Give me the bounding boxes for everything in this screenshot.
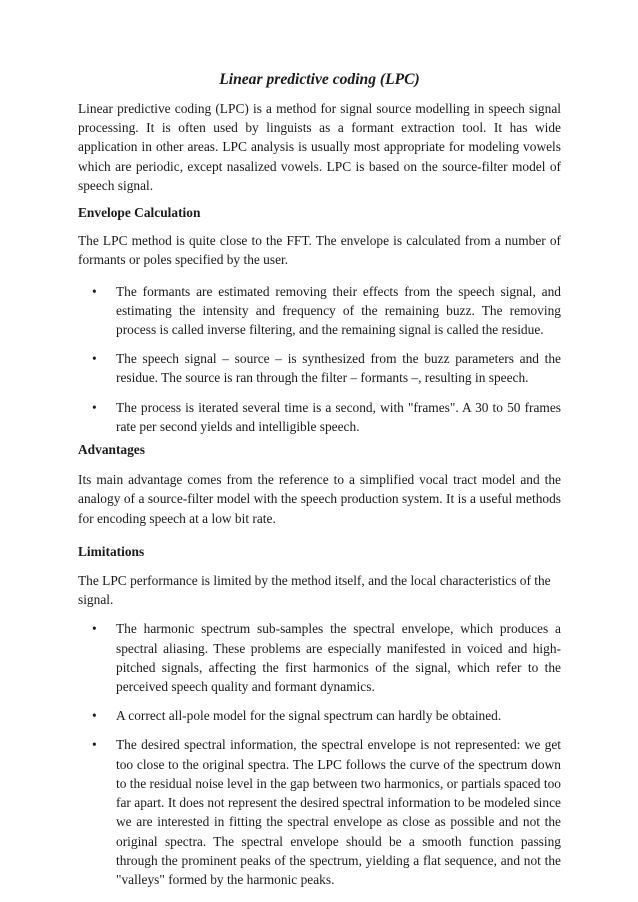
bullet-icon: •: [92, 351, 97, 367]
list-item: [78, 735, 561, 889]
list-item: [78, 706, 561, 725]
intro-paragraph: Linear predictive coding (LPC) is a method for signal source modelling in speech signal processing. It is often used by linguists as a formant extraction tool. It has wide application in other areas. LPC analysis is usually most appropriate for modeling vowels which are periodic, except nasalized vowels. LPC is based on the source-filter model of speech signal.: [78, 101, 561, 193]
list-item-text: The process is iterated several time is a second, with "frames". A 30 to 50 frames rate per second yields and intelligible speech.: [116, 399, 561, 434]
document-page: [78, 70, 561, 899]
list-item: [78, 349, 561, 387]
list-item-text: The harmonic spectrum sub-samples the spectral envelope, which produces a spectral aliasing. These problems are especially manifested in voiced and high-pitched signals, affecting the first harmonics of the signal, which refer to the perceived speech quality and formant dynamics.: [116, 621, 561, 695]
advantages-heading: Advantages: [78, 442, 145, 458]
list-item-text: The desired spectral information, the spectral envelope is not represented: we get too close to the original spectra. The LPC follows the curve of the spectrum down to the residual noise level in the gap between two harmonics, or partials spaced too far apart. It does not represent the desired spectral information to be modeled since we are interested in fitting the spectral envelope as close as possible and not the original spectra. The spectral envelope should be a smooth function passing through the prominent peaks of the spectrum, yielding a flat sequence, and not the "valleys" formed by the harmonic peaks.: [116, 737, 561, 887]
list-item: [78, 619, 561, 696]
bullet-icon: •: [92, 399, 97, 415]
limitations-bullet-list: [78, 619, 561, 889]
bullet-icon: •: [92, 621, 97, 637]
bullet-icon: •: [92, 708, 97, 724]
list-item: [78, 398, 561, 436]
limitations-paragraph: The LPC performance is limited by the method itself, and the local characteristics of the signal.: [78, 573, 551, 608]
page-title: Linear predictive coding (LPC): [219, 71, 420, 88]
envelope-paragraph: The LPC method is quite close to the FFT. The envelope is calculated from a number of formants or poles specified by the user.: [78, 233, 561, 268]
bullet-icon: •: [92, 283, 97, 299]
envelope-bullet-list: [78, 282, 561, 436]
bullet-icon: •: [92, 737, 97, 753]
envelope-heading: Envelope Calculation: [78, 205, 201, 221]
list-item-text: The speech signal – source – is synthesized from the buzz parameters and the residue. The source is ran through the filter – formants –, resulting in speech.: [116, 351, 561, 386]
list-item-text: The formants are estimated removing their effects from the speech signal, and estimating the intensity and frequency of the remaining buzz. The removing process is called inverse filtering, and the remaining signal is called the residue.: [116, 283, 561, 338]
list-item-text: A correct all-pole model for the signal spectrum can hardly be obtained.: [116, 708, 502, 724]
advantages-paragraph: Its main advantage comes from the reference to a simplified vocal tract model and the analogy of a source-filter model with the speech production system. It is a useful methods for encoding speech at a low bit rate.: [78, 472, 561, 526]
limitations-heading: Limitations: [78, 543, 145, 559]
list-item: [78, 282, 561, 340]
